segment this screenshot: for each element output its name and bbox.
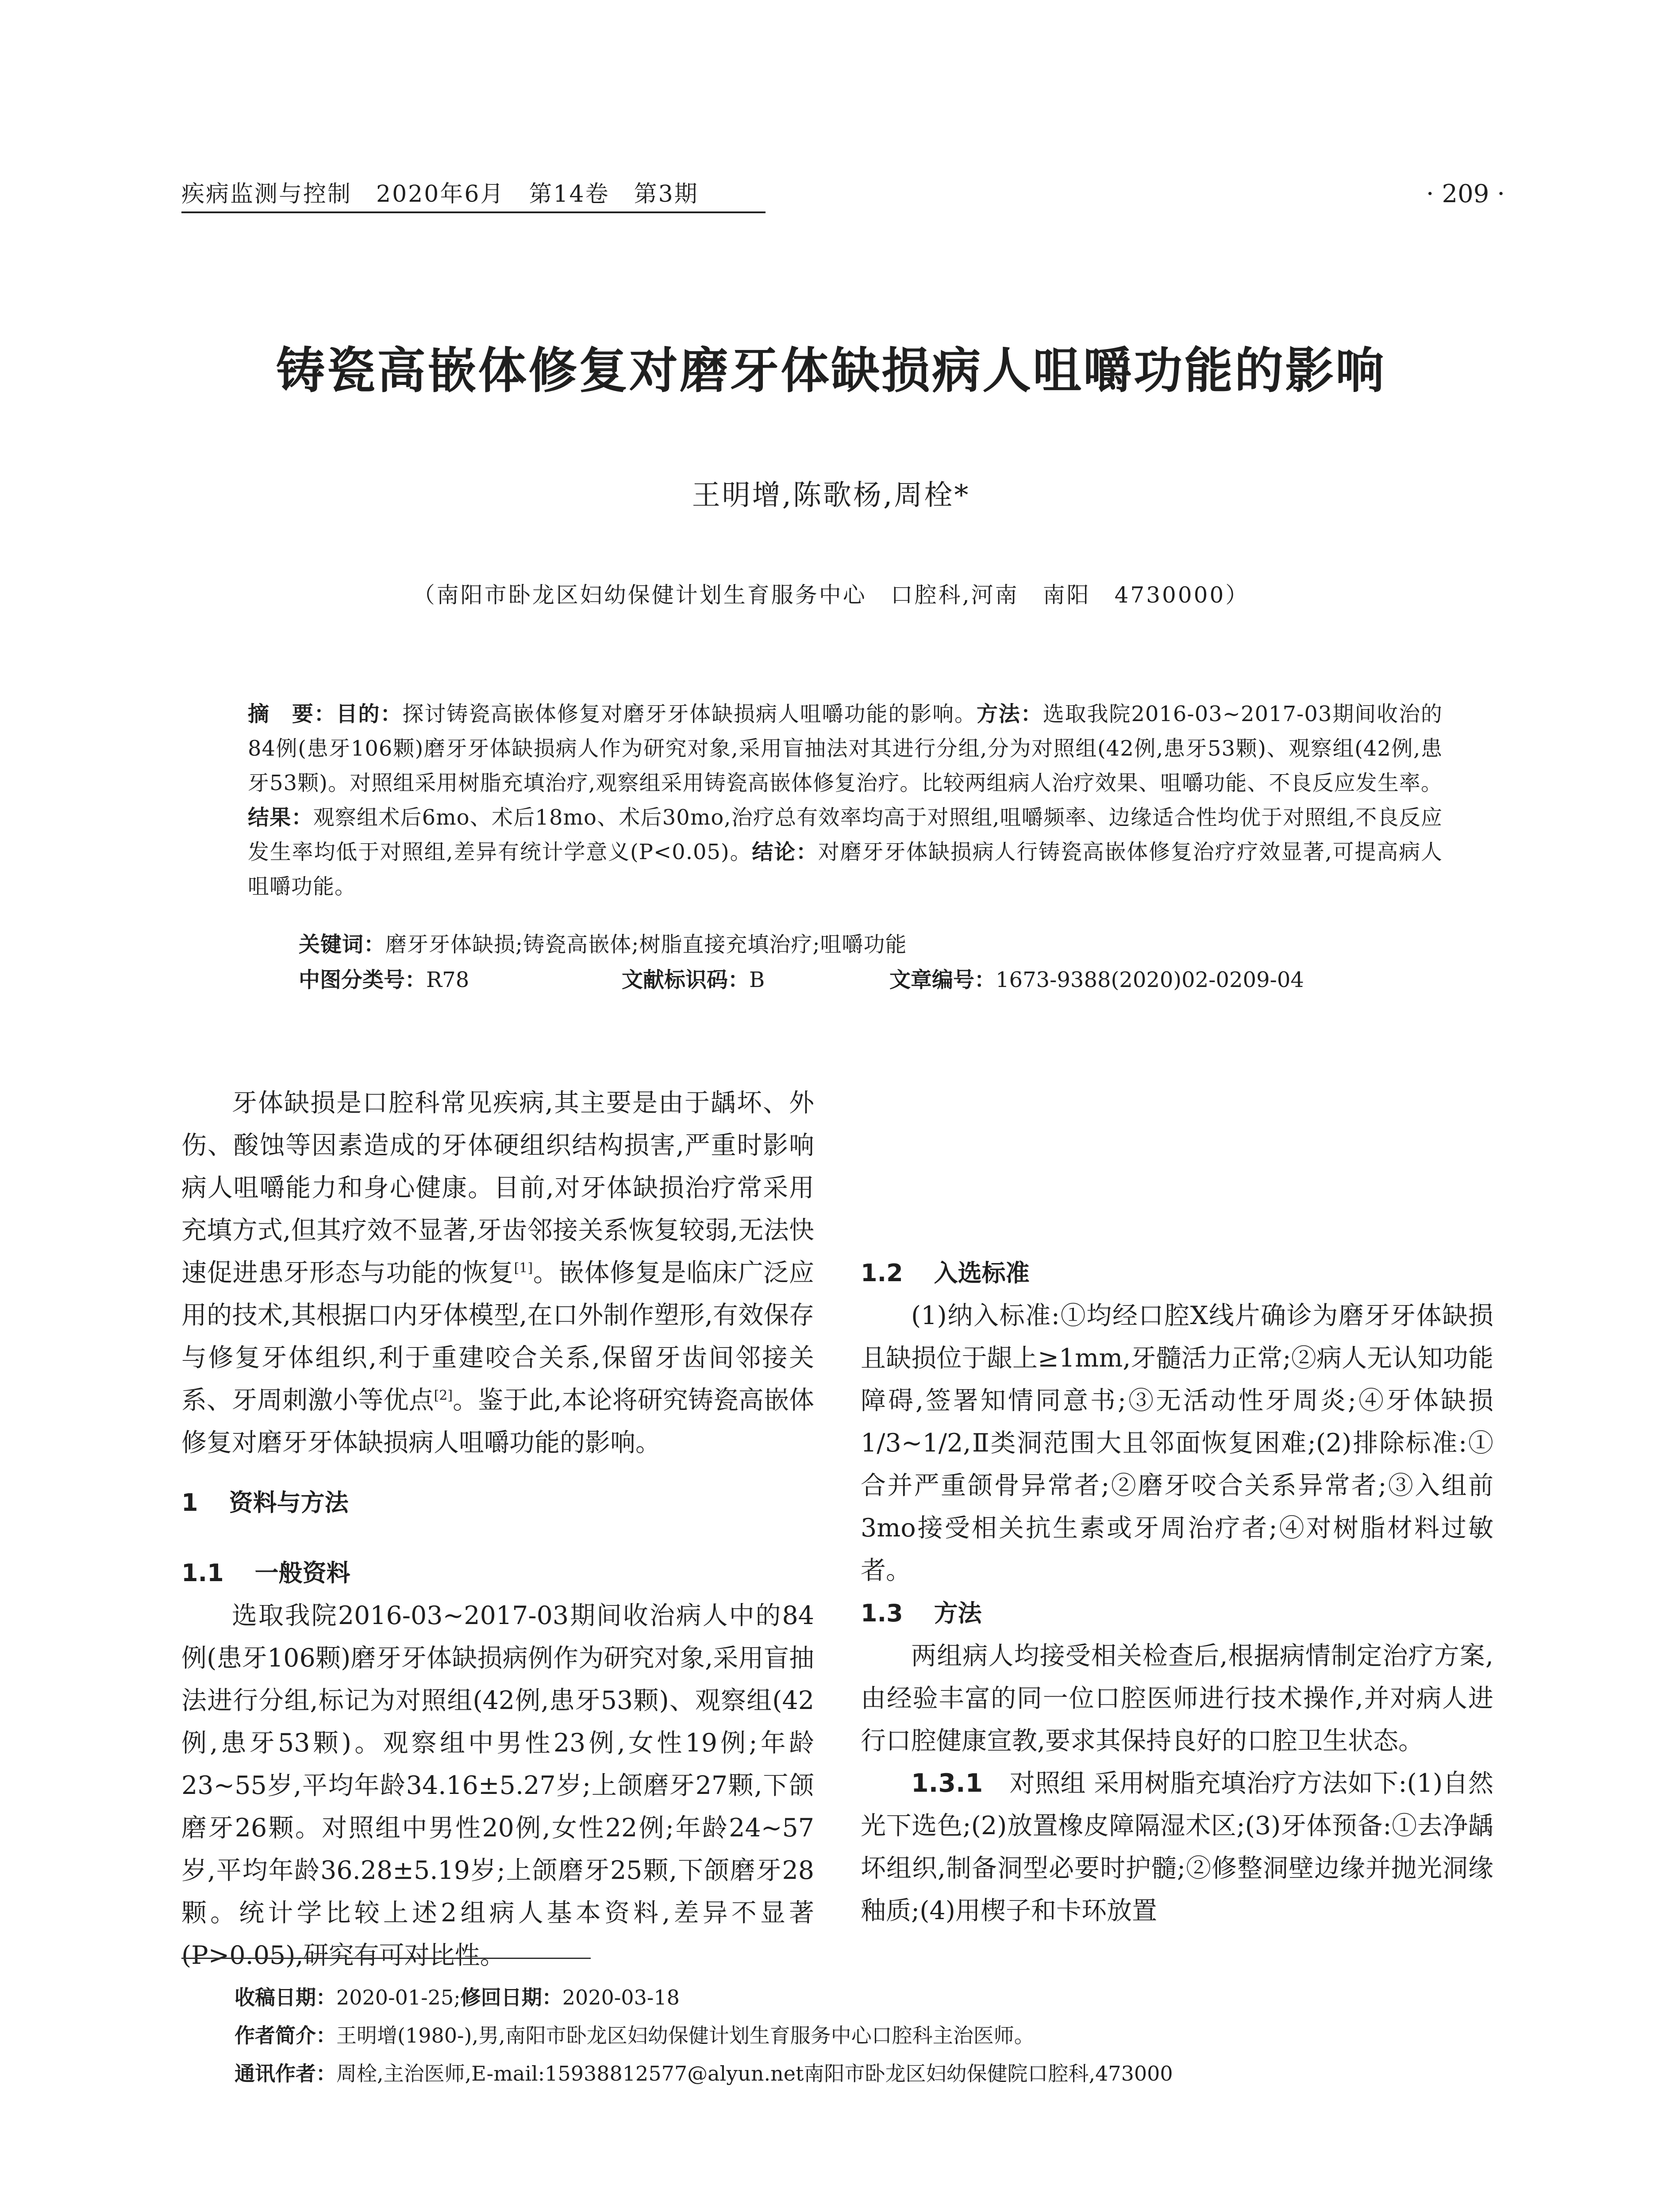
abstract xyxy=(248,697,1443,904)
results-text: 观察组术后6mo、术后18mo、术后30mo,治疗总有效率均高于对照组,咀嚼频率、边缘适合性均优于对照组,不良反应发生率均低于对照组,差异有统计学意义(P<0.05)。 xyxy=(248,805,1443,864)
page-number: · 209 · xyxy=(1426,180,1505,208)
revised-value: 2020-03-18 xyxy=(562,1985,680,2009)
classification-line xyxy=(299,963,1449,997)
clc-label: 中图分类号： xyxy=(299,968,427,992)
correspondence-label: 通讯作者： xyxy=(235,2062,336,2085)
affiliation: （南阳市卧龙区妇幼保健计划生育服务中心 口腔科,河南 南阳 4730000） xyxy=(412,582,1250,608)
abstract-label: 摘 要： xyxy=(248,702,336,726)
section-1-2-title: 入选标准 xyxy=(934,1259,1030,1287)
body-column-right-content xyxy=(861,1082,1493,1932)
author-bio-value: 王明增(1980-),男,南阳市卧龙区妇幼保健计划生育服务中心口腔科主治医师。 xyxy=(336,2024,1035,2047)
clc-value: R78 xyxy=(426,968,469,992)
objective-label: 目的： xyxy=(336,702,403,726)
section-1-3-heading xyxy=(861,1592,1493,1635)
intro-paragraph xyxy=(181,1082,814,1464)
article-value: 1673-9388(2020)02-0209-04 xyxy=(996,968,1304,992)
intro-text-3: 。鉴于此,本论将研究铸瓷高嵌体修复对磨牙牙体缺损病人咀嚼功能的影响。 xyxy=(181,1386,815,1457)
section-1-1-heading xyxy=(181,1551,814,1594)
clc-number xyxy=(299,963,469,997)
section-1-3-text: 两组病人均接受相关检查后,根据病情制定治疗方案,由经验丰富的同一位口腔医师进行技术操作,并对病人进行口腔健康宣教,要求其保持良好的口腔卫生状态。 xyxy=(861,1641,1493,1755)
received-value: 2020-01-25; xyxy=(336,1985,461,2009)
section-1-heading xyxy=(181,1482,814,1524)
footnote-author xyxy=(235,2016,1518,2055)
citation-2: [2] xyxy=(434,1388,453,1403)
section-1-3-number: 1.3 xyxy=(861,1599,903,1627)
section-1-3-title: 方法 xyxy=(934,1599,982,1627)
methods-label: 方法： xyxy=(976,702,1043,726)
conclusion-label: 结论： xyxy=(752,840,818,864)
methods-text: 选取我院2016-03~2017-03期间收治的84例(患牙106颗)磨牙牙体缺损病人作为研究对象,采用盲抽法对其进行分组,分为对照组(42例,患牙53颗)、观察组(42例,患牙53颗)。对照组采用树脂充填治疗,观察组采用铸瓷高嵌体修复治疗。比较两组病人治疗效果、咀嚼功能、不良反应发生率。 xyxy=(248,702,1443,795)
keywords xyxy=(299,927,1449,962)
keywords-label: 关键词： xyxy=(299,932,386,957)
document-code xyxy=(622,963,765,997)
intro-text-2: 。嵌体修复是临床广泛应用的技术,其根据口内牙体模型,在口外制作塑形,有效保存与修复牙体组织,利于重建咬合关系,保留牙齿间邻接关系、牙周刺激小等优点 xyxy=(181,1258,814,1415)
footnotes xyxy=(235,1978,1518,2093)
section-1-3-1-number: 1.3.1 xyxy=(911,1769,983,1798)
correspondence-value: 周栓,主治医师,E-mail:15938812577@alyun.net南阳市卧龙区妇幼保健院口腔科,473000 xyxy=(336,2062,1173,2085)
section-1-1-text: 选取我院2016-03~2017-03期间收治病人中的84例(患牙106颗)磨牙牙体缺损病例作为研究对象,采用盲抽法进行分组,标记为对照组(42例,患牙53颗)、观察组(42例,患牙53颗)。观察组中男性23例,女性19例;年龄23~55岁,平均年龄34.16±5.27岁;上颌磨牙27颗,下颌磨牙26颗。对照组中男性20例,女性22例;年龄24~57岁,平均年龄36.28±5.19岁;上颌磨牙25颗,下颌磨牙28颗。统计学比较上述2组病人基本资料,差异不显著(P>0.05),研究有可对比性。 xyxy=(181,1601,814,1970)
citation-1: [1] xyxy=(514,1260,533,1276)
author-bio-label: 作者简介： xyxy=(235,2024,336,2047)
intro-text-1: 牙体缺损是口腔科常见疾病,其主要是由于龋坏、外伤、酸蚀等因素造成的牙体硬组织结构损害,严重时影响病人咀嚼能力和身心健康。目前,对牙体缺损治疗常采用充填方式,但其疗效不显著,牙齿邻接关系恢复较弱,无法快速促进患牙形态与功能的恢复 xyxy=(181,1088,814,1287)
footnote-dates xyxy=(235,1978,1518,2016)
objective-text: 探讨铸瓷高嵌体修复对磨牙牙体缺损病人咀嚼功能的影响。 xyxy=(402,702,977,726)
body-column-left xyxy=(181,1082,814,1977)
received-label: 收稿日期： xyxy=(235,1985,336,2009)
doc-value: B xyxy=(749,968,765,992)
section-1-3-1-text: 对照组 采用树脂充填治疗方法如下:(1)自然光下选色;(2)放置橡皮障隔湿术区;(3)牙体预备:①去净龋坏组织,制备洞型必要时护髓;②修整洞壁边缘并抛光洞缘釉质;(4)用楔子和卡环放置 xyxy=(861,1769,1493,1925)
section-1-1-number: 1.1 xyxy=(181,1559,224,1587)
section-1-3-1-paragraph xyxy=(861,1762,1493,1932)
section-1-number: 1 xyxy=(181,1489,198,1517)
section-1-2-heading xyxy=(861,1252,1493,1294)
article-title: 铸瓷高嵌体修复对磨牙体缺损病人咀嚼功能的影响 xyxy=(276,342,1386,399)
section-1-1-title: 一般资料 xyxy=(254,1559,350,1587)
running-header: 疾病监测与控制 2020年6月 第14卷 第3期 xyxy=(181,177,766,213)
footnote-rule xyxy=(181,1958,591,1959)
revised-label: 修回日期： xyxy=(460,1985,562,2009)
section-1-title: 资料与方法 xyxy=(229,1489,349,1517)
section-1-2-text: (1)纳入标准:①均经口腔X线片确诊为磨牙牙体缺损且缺损位于龈上≥1mm,牙髓活力正常;②病人无认知功能障碍,签署知情同意书;③无活动性牙周炎;④牙体缺损1/3~1/2,Ⅱ类洞范围大且邻面恢复困难;(2)排除标准:①合并严重颌骨异常者;②磨牙咬合关系异常者;③入组前3mo接受相关抗生素或牙周治疗者;④对树脂材料过敏者。 xyxy=(861,1301,1493,1585)
footnote-correspondence xyxy=(235,2055,1518,2093)
results-label: 结果： xyxy=(248,805,313,830)
authors: 王明增,陈歌杨,周栓* xyxy=(692,479,970,512)
doc-label: 文献标识码： xyxy=(622,968,750,992)
conclusion-text: 对磨牙牙体缺损病人行铸瓷高嵌体修复治疗疗效显著,可提高病人咀嚼功能。 xyxy=(248,840,1443,899)
article-number xyxy=(889,963,1304,997)
section-1-2-number: 1.2 xyxy=(861,1259,903,1287)
article-label: 文章编号： xyxy=(889,968,996,992)
keywords-value: 磨牙牙体缺损;铸瓷高嵌体;树脂直接充填治疗;咀嚼功能 xyxy=(385,932,907,957)
